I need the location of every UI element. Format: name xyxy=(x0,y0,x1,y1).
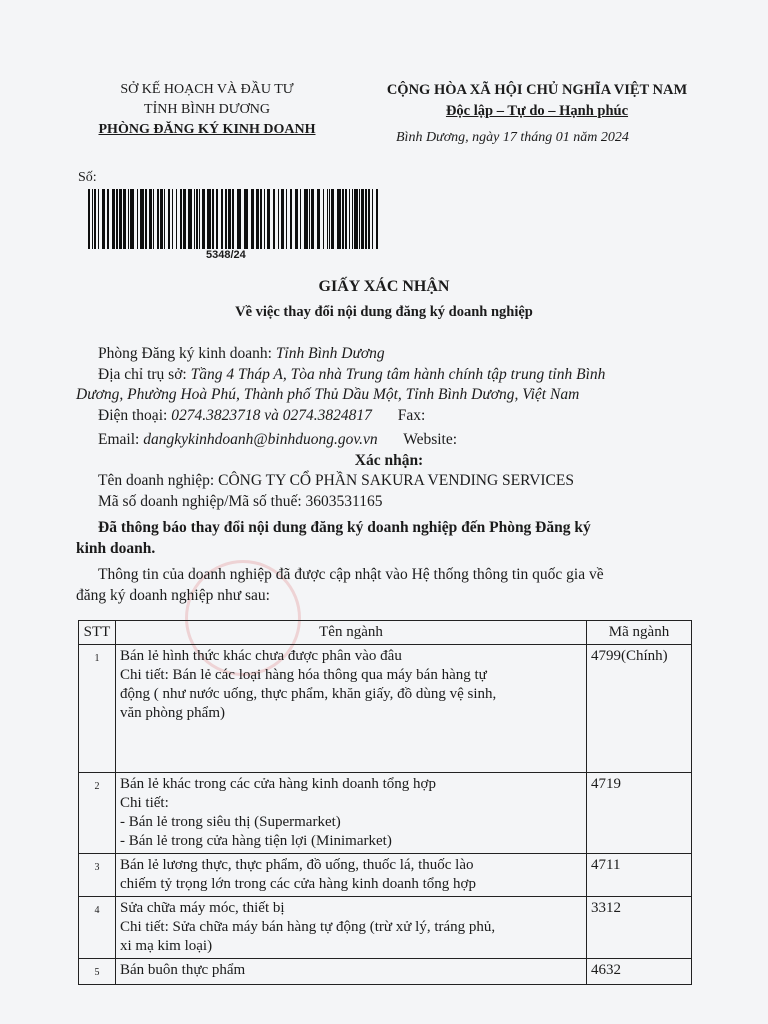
barcode-bar xyxy=(221,189,223,249)
row-industry-code: 4719 xyxy=(587,773,692,854)
row-industry-name xyxy=(116,854,587,897)
barcode-bar xyxy=(216,189,218,249)
table-row xyxy=(79,897,692,959)
barcode-bar xyxy=(232,189,234,249)
fax-label: Fax: xyxy=(397,406,426,424)
barcode-bar xyxy=(92,189,93,249)
row-line: Chi tiết: xyxy=(120,795,169,811)
barcode-bar xyxy=(273,189,275,249)
barcode-bar xyxy=(164,189,165,249)
row-line: Bán lẻ khác trong các cửa hàng kinh doanh tổng hợp xyxy=(120,776,436,792)
barcode-bar xyxy=(128,189,129,249)
barcode-bar xyxy=(300,189,301,249)
business-lines-table xyxy=(78,620,692,985)
address-value-1: Tầng 4 Tháp A, Tòa nhà Trung tâm hành chính tập trung tỉnh Bình xyxy=(190,365,606,383)
row-line: - Bán lẻ trong cửa hàng tiện lợi (Minimarket) xyxy=(120,833,392,849)
table-row xyxy=(79,645,692,773)
barcode-bar xyxy=(160,189,163,249)
row-stt: 5 xyxy=(79,959,116,985)
row-line: động ( như nước uống, thực phẩm, khăn giấy, đồ dùng vệ sinh, xyxy=(120,686,497,702)
business-lines-table-wrap xyxy=(78,620,692,985)
row-industry-code: 4799(Chính) xyxy=(587,645,692,773)
barcode-bar xyxy=(256,189,259,249)
barcode-bar xyxy=(194,189,195,249)
barcode-bar xyxy=(281,189,284,249)
issue-date: Bình Dương, ngày 17 tháng 01 năm 2024 xyxy=(396,130,629,145)
table-row xyxy=(79,773,692,854)
row-stt: 4 xyxy=(79,897,116,959)
office-value: Tỉnh Bình Dương xyxy=(275,345,385,362)
document-body xyxy=(76,344,702,606)
national-title: CỘNG HÒA XÃ HỘI CHỦ NGHĨA VIỆT NAM xyxy=(386,82,688,98)
barcode-bar xyxy=(290,189,292,249)
barcode-bar xyxy=(251,189,254,249)
table-header-row xyxy=(79,621,692,645)
row-stt: 2 xyxy=(79,773,116,854)
info-line-2: đăng ký doanh nghiệp như sau: xyxy=(76,586,270,604)
email-label: Email: xyxy=(98,431,140,448)
row-industry-code: 3312 xyxy=(587,897,692,959)
barcode-bar xyxy=(329,189,330,249)
row-stt: 3 xyxy=(79,854,116,897)
barcode-bar xyxy=(295,189,298,249)
row-line: Bán lẻ hình thức khác chưa được phân vào đâu xyxy=(120,648,402,664)
barcode-bar xyxy=(237,189,241,249)
email-line xyxy=(76,430,702,451)
barcode-bar xyxy=(372,189,373,249)
barcode-bar xyxy=(323,189,324,249)
company-line xyxy=(76,471,702,492)
row-line: Sửa chữa máy móc, thiết bị xyxy=(120,900,285,916)
company-label: Tên doanh nghiệp: xyxy=(98,472,215,489)
tax-label: Mã số doanh nghiệp/Mã số thuế: xyxy=(98,492,302,510)
notice-line-2: kinh doanh. xyxy=(76,539,156,557)
barcode-number: 5348/24 xyxy=(206,249,246,261)
address-line-1 xyxy=(76,365,702,386)
barcode-bar xyxy=(188,189,192,249)
barcode-bar xyxy=(286,189,287,249)
barcode-bar xyxy=(342,189,344,249)
barcode-bar xyxy=(157,189,159,249)
row-line: chiếm tỷ trọng lớn trong các cửa hàng kinh doanh tổng hợp xyxy=(120,876,476,892)
row-industry-name xyxy=(116,773,587,854)
barcode-bar xyxy=(123,189,126,249)
row-line: xi mạ kim loại) xyxy=(120,938,213,954)
phone-label: Điện thoại: xyxy=(98,406,168,424)
phone-line xyxy=(76,406,702,427)
barcode-bar xyxy=(149,189,152,249)
barcode-bar xyxy=(260,189,262,249)
barcode-bar xyxy=(278,189,279,249)
header-stt: STT xyxy=(79,621,116,645)
barcode-bar xyxy=(327,189,328,249)
barcode-bar xyxy=(116,189,118,249)
address-label: Địa chỉ trụ sở: xyxy=(98,365,187,383)
table-row xyxy=(79,959,692,985)
row-line: Bán lẻ lương thực, thực phẩm, đồ uống, thuốc lá, thuốc lào xyxy=(120,857,474,873)
email-value: dangkykinhdoanh@binhduong.gov.vn xyxy=(143,431,378,448)
barcode-bar xyxy=(354,189,358,249)
barcode-bar xyxy=(264,189,265,249)
barcode-bar xyxy=(94,189,96,249)
barcode-bar xyxy=(153,189,154,249)
header-industry-name: Tên ngành xyxy=(116,621,587,645)
company-value: CÔNG TY CỔ PHẦN SAKURA VENDING SERVICES xyxy=(218,472,574,489)
row-line: Chi tiết: Sửa chữa máy bán hàng tự động (trừ xử lý, tráng phủ, xyxy=(120,919,496,935)
row-stt: 1 xyxy=(79,645,116,773)
barcode-bar xyxy=(376,189,378,249)
notice-line-1: Đã thông báo thay đổi nội dung đăng ký doanh nghiệp đến Phòng Đăng ký xyxy=(98,519,591,536)
header-industry-code: Mã ngành xyxy=(587,621,692,645)
office-line xyxy=(76,344,702,365)
barcode-bar xyxy=(337,189,341,249)
barcode-bar xyxy=(345,189,347,249)
barcode-bar xyxy=(140,189,144,249)
barcode-bar xyxy=(202,189,205,249)
table-row xyxy=(79,854,692,897)
address-value-2: Dương, Phường Hoà Phú, Thành phố Thủ Dầu Một, Tỉnh Bình Dương, Việt Nam xyxy=(76,386,580,403)
national-header xyxy=(372,80,702,122)
barcode-bar xyxy=(196,189,198,249)
barcode-bar xyxy=(199,189,200,249)
barcode-bar xyxy=(176,189,177,249)
info-line-1: Thông tin của doanh nghiệp đã được cập nhật vào Hệ thống thông tin quốc gia về xyxy=(98,566,604,583)
row-line: - Bán lẻ trong siêu thị (Supermarket) xyxy=(120,814,341,830)
barcode-bar xyxy=(225,189,227,249)
barcode-bar xyxy=(309,189,310,249)
row-industry-code: 4632 xyxy=(587,959,692,985)
barcode-bar xyxy=(331,189,334,249)
office-label: Phòng Đăng ký kinh doanh: xyxy=(98,345,272,362)
row-industry-name xyxy=(116,645,587,773)
document-number-label: Số: xyxy=(78,170,97,185)
issuer-line-1: SỞ KẾ HOẠCH VÀ ĐẦU TƯ xyxy=(120,82,294,97)
barcode-bar xyxy=(172,189,173,249)
issuer-line-3: PHÒNG ĐĂNG KÝ KINH DOANH xyxy=(98,122,316,137)
barcode-bar xyxy=(207,189,211,249)
barcode-bar xyxy=(145,189,147,249)
barcode-bar xyxy=(244,189,248,249)
issuer-line-2: TỈNH BÌNH DƯƠNG xyxy=(144,102,270,117)
document-subject: Về việc thay đổi nội dung đăng ký doanh nghiệp xyxy=(235,304,533,320)
barcode-bar xyxy=(365,189,367,249)
row-line: Bán buôn thực phẩm xyxy=(120,962,246,978)
barcode-bar xyxy=(359,189,360,249)
barcode-bar xyxy=(98,189,99,249)
barcode-bar xyxy=(137,189,138,249)
barcode-bar xyxy=(112,189,115,249)
barcode-bar xyxy=(168,189,170,249)
barcode-bar xyxy=(102,189,105,249)
barcode-bar xyxy=(119,189,122,249)
document-title: GIẤY XÁC NHẬN xyxy=(318,278,450,295)
row-industry-name xyxy=(116,897,587,959)
barcode-bar xyxy=(267,189,270,249)
barcode-bar xyxy=(311,189,314,249)
tax-line xyxy=(76,492,702,513)
website-label: Website: xyxy=(403,431,458,448)
barcode-bar xyxy=(317,189,320,249)
phone-value: 0274.3823718 và 0274.3824817 xyxy=(171,406,372,424)
barcode-bar xyxy=(183,189,186,249)
barcode-bar xyxy=(180,189,182,249)
barcode-bar xyxy=(107,189,109,249)
national-motto: Độc lập – Tự do – Hạnh phúc xyxy=(445,103,629,119)
confirm-heading: Xác nhận: xyxy=(354,451,424,469)
barcode-bar xyxy=(361,189,364,249)
row-line: văn phòng phẩm) xyxy=(120,705,225,721)
barcode-bar xyxy=(368,189,370,249)
barcode-bar xyxy=(304,189,308,249)
barcode-bar xyxy=(212,189,214,249)
barcode-bar xyxy=(228,189,231,249)
barcode-bar xyxy=(130,189,134,249)
tax-value: 3603531165 xyxy=(305,492,383,510)
issuer-header xyxy=(72,80,342,140)
row-industry-code: 4711 xyxy=(587,854,692,897)
barcode-bar xyxy=(352,189,353,249)
barcode-bar xyxy=(349,189,350,249)
row-line: Chi tiết: Bán lẻ các loại hàng hóa thông qua máy bán hàng tự xyxy=(120,667,487,683)
row-industry-name xyxy=(116,959,587,985)
barcode xyxy=(86,189,381,249)
barcode-bar xyxy=(88,189,90,249)
